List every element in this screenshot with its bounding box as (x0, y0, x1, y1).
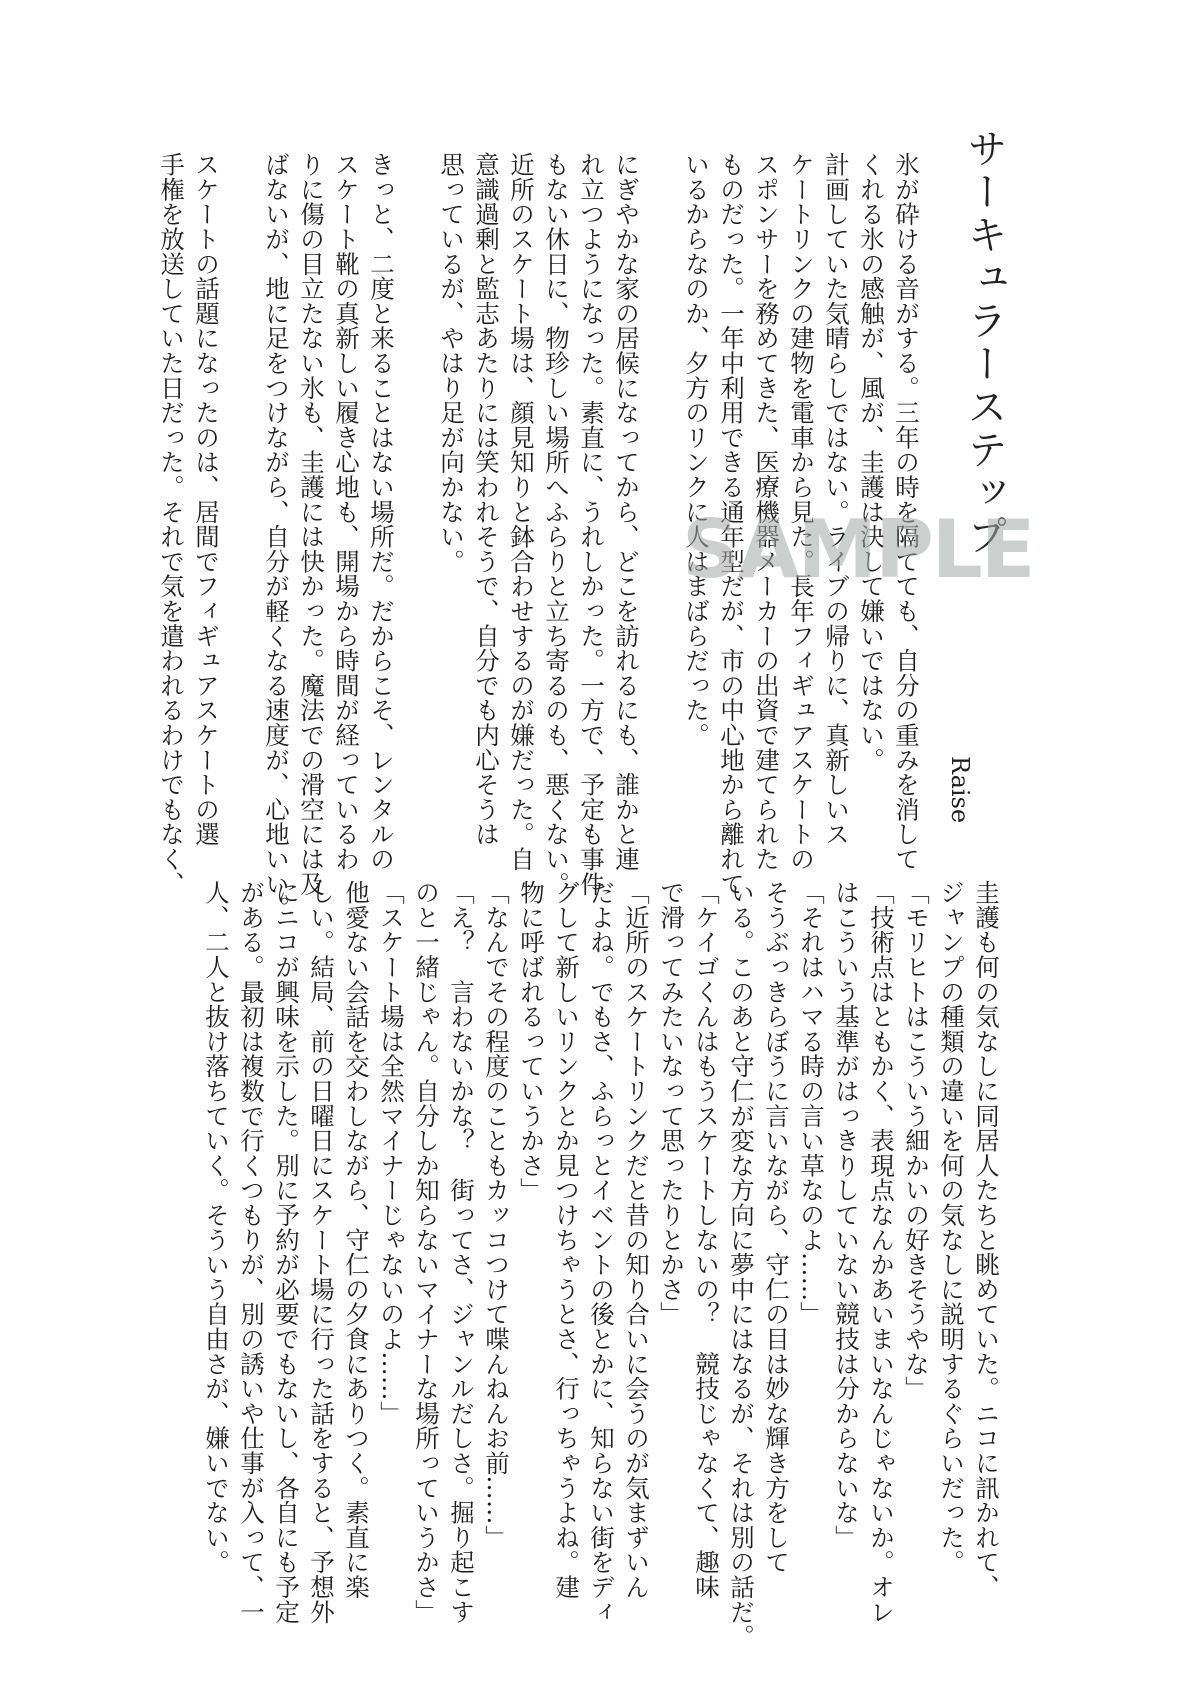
text-line: くれる氷の感触が、風が、圭護は決して嫌いではない。 (857, 152, 886, 772)
text-line: 「技術点はともかく、表現点なんかあいまいなんじゃないか。オレ (867, 880, 896, 1624)
paragraph-break (644, 152, 679, 772)
text-line: 氷が砕ける音がする。三年の時を隔てても、自分の重みを消して (892, 152, 921, 872)
author-name: Raise (946, 756, 974, 824)
text-line: 人、二人と抜け落ちていく。そういう自由さが、嫌いでない。 (202, 880, 231, 1575)
text-line: 近所のスケート場は、顔見知りと鉢合わせするのが嫌だった。自 (507, 152, 536, 872)
text-line: にぎやかな家の居候になってから、どこを訪れるにも、誰かと連 (612, 152, 641, 872)
text-line: 「ケイゴくんはもうスケートしないの？ 競技じゃなくて、趣味 (692, 880, 721, 1600)
text-line: だよね。でもさ、ふらっとイベントの後とかに、知らない街をディ (587, 880, 616, 1624)
text-line: はこういう基準がはっきりしていない競技は分からないな」 (832, 880, 861, 1550)
text-line: にニコが興味を示した。別に予約が必要でもないし、各自にも予定 (272, 880, 301, 1624)
text-line: きっと、二度と来ることはない場所だ。だからこそ、レンタルの (367, 152, 396, 872)
text-line: 「近所のスケートリンクだと昔の知り合いに会うのが気まずいん (622, 880, 651, 1600)
paragraph-break (224, 152, 259, 772)
text-line: 手権を放送していた日だった。それで気を遣われるわけでもなく、 (157, 152, 186, 896)
text-line: ものだった。一年中利用できる通年型だが、市の中心地から離れて (717, 152, 746, 896)
text-line: もない休日に、物珍しい場所へふらりと立ち寄るのも、悪くない。 (542, 152, 571, 896)
text-line: 「モリヒトはこういう細かいの好きそうやな」 (902, 880, 931, 1401)
text-line: そうぶっきらぼうに言いながら、守仁の目は妙な輝き方をして (762, 880, 791, 1575)
text-line: スケート靴の真新しい履き心地も、開場から時間が経っているわ (332, 152, 361, 872)
text-line: で滑ってみたいなって思ったりとかさ」 (657, 880, 686, 1327)
sample-watermark: SAMPLE (682, 503, 1034, 596)
text-line: れ立つようになった。素直に、うれしかった。一方で、予定も事件 (577, 152, 606, 896)
text-line: しい。結局、前の日曜日にスケート場に行った話をすると、予想外 (307, 880, 336, 1624)
text-line: 「なんでその程度のこともカッコつけて喋んねんお前……」 (482, 880, 511, 1550)
text-line: いるからなのか、夕方のリンクに人はまばらだった。 (682, 152, 711, 748)
text-line: がある。最初は複数で行くつもりが、別の誘いや仕事が入って、一 (237, 880, 266, 1624)
text-line: 「それはハマる時の言い草なのよ……」 (797, 880, 826, 1327)
text-line: 他愛ない会話を交わしながら、守仁の夕食にありつく。素直に楽 (342, 880, 371, 1600)
text-line: 意識過剰と監志あたりには笑われそうで、自分でも内心そうは (472, 152, 501, 847)
text-line: ジャンプの種類の違いを何の気なしに説明するぐらいだった。 (937, 880, 966, 1575)
text-line: りに傷の目立たない氷も、圭護には快かった。魔法での滑空には及 (297, 152, 326, 896)
text-line: ばないが、地に足をつけながら、自分が軽くなる速度が、心地いい。 (262, 152, 291, 921)
lower-text-block (199, 880, 1004, 1649)
text-line: スケートの話題になったのは、居間でフィギュアスケートの選 (192, 152, 221, 847)
paragraph-break (399, 152, 434, 772)
text-line: 「スケート場は全然マイナーじゃないのよ……」 (377, 880, 406, 1426)
text-line: 圭護も何の気なしに同居人たちと眺めていた。ニコに訊かれて、 (972, 880, 1001, 1600)
text-line: のと一緒じゃん。自分しか知らないマイナーな場所っていうかさ」 (412, 880, 441, 1624)
story-title: サーキュラーステップ (961, 128, 1007, 558)
text-line: スポンサーを務めてきた、医療機器メーカーの出資で建てられた (752, 152, 781, 872)
text-line: 物に呼ばれるっていうかさ」 (517, 880, 546, 1203)
upper-text-block (154, 152, 924, 921)
text-line: ケートリンクの建物を電車から見た。長年フィギュアスケートの (787, 152, 816, 872)
text-line: 計画していた気晴らしではない。ライブの帰りに、真新しいス (822, 152, 851, 847)
text-line: 「え？ 言わないかな？ 街ってさ、ジャンルだしさ。掘り起こす (447, 880, 476, 1624)
text-line: いる。このあと守仁が変な方向に夢中にはなるが、それは別の話だ。 (727, 880, 756, 1649)
text-line: 思っているが、やはり足が向かない。 (437, 152, 466, 574)
text-line: グして新しいリンクとか見つけちゃうとさ、行っちゃうよね。建 (552, 880, 581, 1600)
